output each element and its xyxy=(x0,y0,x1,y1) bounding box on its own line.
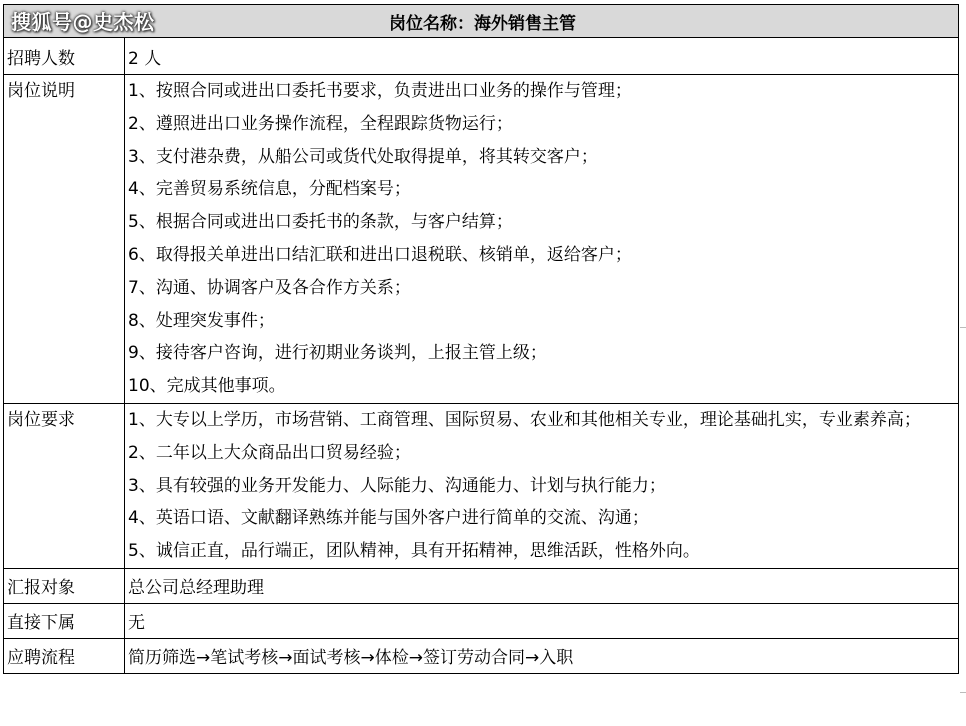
watermark: 搜狐号@史杰松 xyxy=(11,10,155,34)
description-list xyxy=(125,75,959,404)
list-item: 9、接待客户咨询，进行初期业务谈判，上报主管上级； xyxy=(128,343,547,364)
list-item: 3、具有较强的业务开发能力、人际能力、沟通能力、计划与执行能力； xyxy=(128,475,666,496)
requirements-list xyxy=(125,403,959,568)
list-item: 1、大专以上学历，市场营销、工商管理、国际贸易、农业和其他相关专业，理论基础扎实，专业素养高； xyxy=(128,409,921,430)
list-item: 5、诚信正直，品行端正，团队精神，具有开拓精神，思维活跃，性格外向。 xyxy=(128,541,700,562)
job-title: 岗位名称：海外销售主管 xyxy=(4,5,959,38)
headcount-value: 2 人 xyxy=(125,38,959,75)
report-to-value: 总公司总经理助理 xyxy=(125,568,959,603)
process-row xyxy=(4,638,959,673)
page-edge-mark xyxy=(960,327,966,328)
requirements-row xyxy=(4,403,959,568)
list-item: 8、处理突发事件； xyxy=(128,310,275,331)
list-item: 4、英语口语、文献翻译熟练并能与国外客户进行简单的交流、沟通； xyxy=(128,508,649,529)
headcount-label: 招聘人数 xyxy=(4,38,125,75)
report-to-label: 汇报对象 xyxy=(4,568,125,603)
list-item: 3、支付港杂费，从船公司或货代处取得提单，将其转交客户； xyxy=(128,146,598,167)
process-value: 简历筛选→笔试考核→面试考核→体检→签订劳动合同→入职 xyxy=(125,638,959,673)
subordinates-row xyxy=(4,603,959,638)
list-item: 5、根据合同或进出口委托书的条款，与客户结算； xyxy=(128,212,513,233)
requirements-label-cell xyxy=(4,403,125,568)
description-label: 岗位说明 xyxy=(7,81,75,101)
headcount-row xyxy=(4,38,959,75)
subordinates-value: 无 xyxy=(125,603,959,638)
report-to-row xyxy=(4,568,959,603)
description-label-cell xyxy=(4,75,125,404)
list-item: 2、遵照进出口业务操作流程，全程跟踪货物运行； xyxy=(128,113,513,134)
list-item: 2、二年以上大众商品出口贸易经验； xyxy=(128,442,411,463)
job-posting-table xyxy=(3,4,959,674)
list-item: 4、完善贸易系统信息，分配档案号； xyxy=(128,179,411,200)
list-item: 6、取得报关单进出口结汇联和进出口退税联、核销单，返给客户； xyxy=(128,244,632,265)
requirements-label: 岗位要求 xyxy=(7,409,75,430)
subordinates-label: 直接下属 xyxy=(4,603,125,638)
list-item: 10、完成其他事项。 xyxy=(128,376,286,397)
process-label: 应聘流程 xyxy=(4,638,125,673)
list-item: 7、沟通、协调客户及各合作方关系； xyxy=(128,277,411,298)
list-item: 1、按照合同或进出口委托书要求，负责进出口业务的操作与管理； xyxy=(128,81,632,101)
page-edge-mark xyxy=(960,692,966,693)
job-posting-table-wrapper xyxy=(3,4,959,674)
description-row xyxy=(4,75,959,404)
